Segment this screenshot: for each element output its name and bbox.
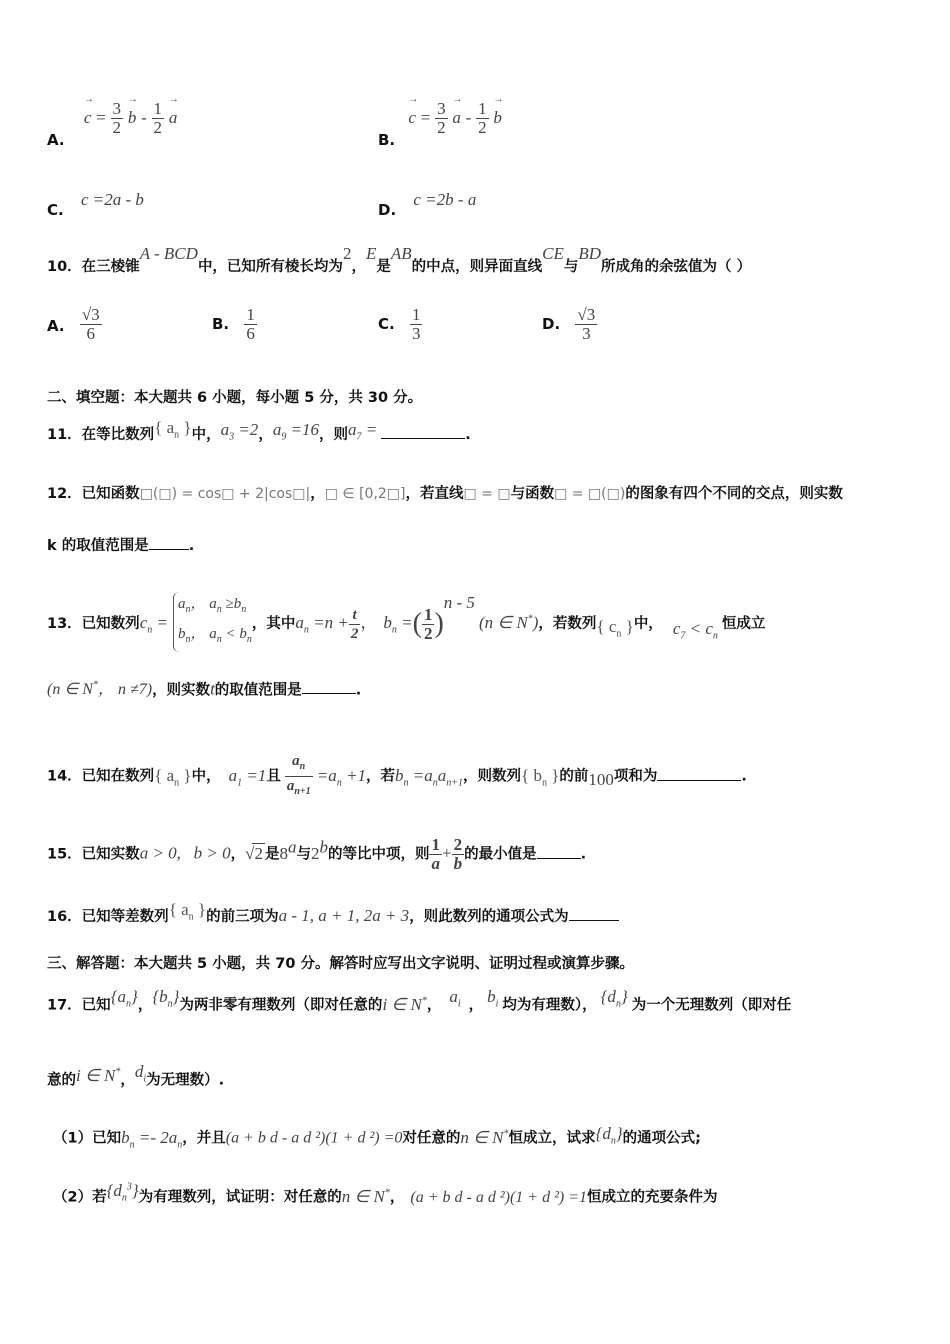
- pyramid-name: A - BCD: [139, 244, 198, 263]
- condition: a > 0, b > 0: [139, 843, 231, 863]
- question-14: 14．已知在数列{ $a_n$ }中， $a_1 =1$且 $\frac{a_n}{a_{n+1}}$ $=a_n +1$，若$b_n =a_na_{n+1}$，则数列{ $b_n$ }的前100项和为 .: [47, 752, 747, 801]
- question-10: [47, 244, 752, 277]
- q10-option-c: [378, 306, 422, 343]
- option-label: D.: [378, 201, 397, 219]
- option-expression: c =2b - a: [413, 190, 477, 209]
- equation: (a + b d - a d ²)(1 + d ²) =1: [410, 1188, 587, 1206]
- q10-text: 10．在三棱锥: [47, 259, 140, 275]
- question-13-cont: (n ∈ N*， n ≠7)，则实数t的取值范围是 .: [47, 679, 362, 699]
- question-16: 16．已知等差数列{ $a_n$ }的前三项为a - 1, a + 1, 2a + 3，则此数列的通项公式为: [47, 906, 619, 933]
- equals: =: [420, 108, 431, 127]
- i-in-n: i ∈ N*: [76, 1065, 121, 1085]
- fraction: $\frac{1}{2}$: [423, 604, 433, 643]
- q10-option-a: [47, 306, 102, 343]
- fraction: $\frac{1}{a}$: [431, 835, 440, 873]
- question-15: 15．已知实数a > 0, b > 0，√2 是8$^a$与2$^b$的等比中项，则 $\frac{1}{a}$ + $\frac{2}{b}$ 的最小值是 .: [47, 835, 587, 873]
- answer-blank[interactable]: [657, 766, 741, 781]
- option-expression: c =2a - b: [80, 190, 144, 209]
- sequence-a: { $a_n$ }: [154, 765, 192, 788]
- fraction: $\frac{1}{2}$: [478, 99, 487, 137]
- sequence-a: { $a_n$ }: [168, 900, 207, 923]
- power-8a: 8$^a$: [279, 836, 297, 863]
- function-graph: □ = □(□): [554, 486, 626, 502]
- option-label: C.: [378, 315, 395, 333]
- q10-text: 所成角的余弦值为（ ）: [601, 259, 752, 275]
- option-label: A.: [47, 317, 65, 335]
- q10-text: 的中点，则异面直线: [411, 259, 543, 275]
- q9-option-b: [378, 99, 502, 149]
- answer-blank[interactable]: [381, 424, 465, 439]
- bn-def: $b_n$ =: [383, 613, 413, 636]
- i-in-n: i ∈ N*: [382, 994, 427, 1014]
- vector-b: → b: [128, 108, 137, 128]
- sequence-a: $\{a_n\}$: [110, 986, 138, 1010]
- count-100: 100: [588, 769, 614, 789]
- edge-length: 2: [342, 244, 352, 263]
- question-13: 13．已知数列$c_n$ = $a_n$， $a_n \ge b_n$ $b_n$， $a_n < b_n$ ，其中$a_n =n$ + $\frac{t}{2}$ ， $b_n$ =( $\frac{1}{2}$ )$^{n - 5}$(n ∈ N*)，若数列{ $c_n$ }中， $c_7 < c_n$恒成立: [47, 594, 765, 654]
- fraction: $\frac{√3}{3}$: [577, 305, 596, 343]
- q10-text: 中，已知所有棱长均为: [197, 259, 343, 275]
- line-ce: CE: [542, 244, 564, 263]
- q10-option-d: [542, 306, 597, 343]
- term-ai: $a_i$: [449, 986, 461, 1010]
- n-in-n: n ∈ N*: [341, 1186, 390, 1206]
- answer-blank[interactable]: [537, 844, 581, 859]
- answer-blank[interactable]: [569, 906, 619, 921]
- power-2b: 2$^b$: [310, 836, 328, 863]
- sequence-b: { $b_n$ }: [521, 765, 560, 788]
- question-11: 11．在等比数列{ $a_n$ }中，$a_3 =2$，$a_9 =16$，则$a_7$ = .: [47, 418, 471, 443]
- minus: -: [465, 108, 472, 127]
- vector-c: → c: [84, 108, 92, 128]
- answer-blank[interactable]: [149, 535, 189, 550]
- domain-condition: (n ∈ N*): [478, 613, 539, 632]
- variable-t: t: [210, 679, 215, 699]
- equals: =: [96, 108, 106, 127]
- term-a1: $a_1 =1$: [228, 765, 267, 788]
- fraction: $\frac{1}{2}$: [153, 99, 163, 137]
- q9-option-a: [47, 99, 178, 149]
- sequence-d: $\{d_n\}$: [600, 986, 628, 1010]
- q10-option-b: [212, 306, 257, 343]
- question-17-part-1: （1）已知$b_n =- 2a_n$，并且(a + b d - a d ²)(1 + d ²) =0对任意的n ∈ N*恒成立，试求$\{d_n\}$的通项公式;: [53, 1123, 701, 1151]
- point-e: E: [365, 244, 377, 263]
- exponent: n - 5: [443, 593, 475, 613]
- first-three-terms: a - 1, a + 1, 2a + 3: [278, 906, 410, 925]
- line-bd: BD: [578, 244, 602, 263]
- bn-def: $b_n =a_na_{n+1}$: [395, 765, 464, 788]
- fraction: $\frac{a_n}{a_{n+1}}$: [286, 753, 311, 797]
- term-di: $d_i$: [134, 1061, 147, 1085]
- sequence-c: { $c_n$ }: [596, 617, 634, 640]
- vector-a: → a: [169, 108, 178, 128]
- vector-a: → a: [452, 108, 461, 128]
- section-heading-solutions: 三、解答题：本大题共 5 小题，共 70 分。解答时应写出文字说明、证明过程或演算步骤。: [47, 956, 634, 972]
- sequence-d: $\{d_n\}$: [595, 1123, 623, 1147]
- fraction: $\frac{3}{2}$: [112, 99, 122, 137]
- sequence-d-cubed: $\{d_n^3\}$: [106, 1180, 139, 1204]
- sequence-a: { $a_n$ }: [154, 418, 192, 441]
- vector-b: → b: [493, 108, 502, 128]
- vector-c: → c: [408, 108, 416, 128]
- question-12: 12．已知函数□(□) = cos□ + 2|cos□|，□ ∈ [0,2□]，若直线□ = □与函数□ = □(□)的图象有四个不同的交点，则实数: [47, 486, 843, 502]
- bn-def: $b_n =- 2a_n$: [121, 1127, 183, 1151]
- recurrence: $=a_n +1$: [312, 765, 367, 788]
- term-a7: $a_7$ =: [348, 420, 378, 443]
- sequence-b: $\{b_n\}$: [152, 986, 180, 1010]
- segment-ab: AB: [390, 244, 412, 263]
- fraction: $\frac{1}{6}$: [246, 305, 255, 343]
- fraction: $\frac{1}{3}$: [411, 305, 421, 343]
- q9-option-d: [378, 190, 477, 219]
- fraction: $\frac{2}{b}$: [453, 835, 463, 873]
- n-in-n: n ∈ N*: [460, 1127, 509, 1147]
- inequality: $c_7 < c_n$: [672, 619, 718, 642]
- equation: (a + b d - a d ²)(1 + d ²) =0: [225, 1129, 403, 1147]
- domain-condition: (n ∈ N*， n ≠7): [47, 680, 153, 699]
- q10-text: 是: [376, 259, 391, 275]
- q10-text: ，: [351, 259, 366, 275]
- q9-option-c: [47, 190, 144, 219]
- domain: □ ∈ [0,2□]: [324, 486, 406, 502]
- an-def: $a_n =n$ +: [295, 613, 349, 636]
- fraction: $\frac{t}{2}$: [350, 606, 359, 642]
- question-17-cont: 意的i ∈ N*，$d_i$为无理数）.: [47, 1061, 225, 1089]
- question-17-part-2: （2）若$\{d_n^3\}$为有理数列，试证明：对任意的n ∈ N*， (a + b d - a d ²)(1 + d ²) =1恒成立的充要条件为: [53, 1180, 718, 1206]
- minus: -: [141, 108, 147, 127]
- term-a9: $a_9 =16$: [272, 420, 320, 443]
- answer-blank[interactable]: [302, 679, 356, 694]
- question-17: 17．已知$\{a_n\}$，$\{b_n\}$为两非零有理数列（即对任意的i ∈ N*， $a_i$ ， $b_i$ 均为有理数）， $\{d_n\}$ 为一个无理数列（即对任: [47, 986, 792, 1014]
- option-label: A.: [47, 131, 65, 149]
- term-bi: $b_i$: [487, 986, 499, 1010]
- piecewise: $a_n$， $a_n \ge b_n$ $b_n$， $a_n < b_n$: [173, 592, 252, 652]
- question-12-cont: k 的取值范围是 .: [47, 535, 194, 556]
- fraction: $\frac{√3}{6}$: [81, 305, 100, 343]
- section-heading-fill-in: 二、填空题：本大题共 6 小题，每小题 5 分，共 30 分。: [47, 390, 423, 406]
- option-label: D.: [542, 315, 561, 333]
- q10-text: 与: [563, 259, 579, 275]
- option-label: B.: [212, 315, 230, 333]
- fraction: $\frac{3}{2}$: [437, 99, 446, 137]
- function-definition: □(□) = cos□ + 2|cos□|: [139, 486, 311, 502]
- option-label: B.: [378, 131, 396, 149]
- line-equation: □ = □: [463, 486, 511, 502]
- sequence-c-def: $c_n$ =: [139, 613, 168, 636]
- term-a3: $a_3 =2$: [220, 420, 259, 443]
- sqrt-2: √2: [245, 843, 263, 863]
- option-label: C.: [47, 201, 64, 219]
